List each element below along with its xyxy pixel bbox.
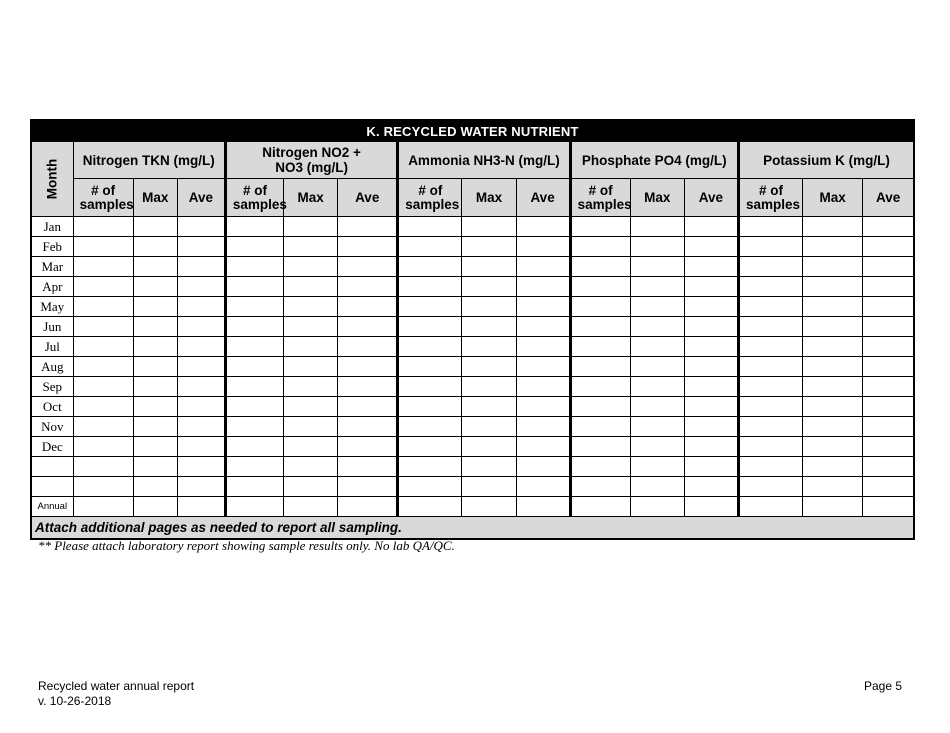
data-cell[interactable] — [863, 497, 914, 517]
data-cell[interactable] — [803, 277, 863, 297]
data-cell[interactable] — [738, 437, 802, 457]
table-row — [31, 417, 914, 437]
data-cell[interactable] — [225, 497, 283, 517]
month-column-header — [31, 142, 73, 217]
data-cell[interactable] — [225, 397, 283, 417]
data-cell[interactable] — [177, 357, 225, 377]
month-cell: Jan — [31, 217, 73, 237]
subheader-g4-c0: # of samples — [738, 179, 802, 217]
data-cell[interactable] — [684, 457, 738, 477]
data-cell[interactable] — [684, 277, 738, 297]
data-cell[interactable] — [225, 277, 283, 297]
data-cell[interactable] — [284, 317, 338, 337]
page-number: Page 5 — [864, 679, 903, 693]
data-cell[interactable] — [462, 477, 516, 497]
data-cell[interactable] — [398, 397, 462, 417]
data-cell[interactable] — [133, 297, 177, 317]
data-cell[interactable] — [863, 417, 914, 437]
data-cell[interactable] — [338, 357, 398, 377]
data-cell[interactable] — [803, 257, 863, 277]
data-cell[interactable] — [73, 277, 133, 297]
data-cell[interactable] — [177, 397, 225, 417]
data-cell[interactable] — [516, 217, 570, 237]
data-cell[interactable] — [398, 377, 462, 397]
data-cell[interactable] — [803, 317, 863, 337]
data-cell[interactable] — [133, 237, 177, 257]
data-cell[interactable] — [803, 357, 863, 377]
table-title: K. RECYCLED WATER NUTRIENT — [31, 120, 914, 142]
data-cell[interactable] — [684, 437, 738, 457]
data-cell[interactable] — [684, 497, 738, 517]
data-cell[interactable] — [177, 217, 225, 237]
report-name: Recycled water annual report — [38, 679, 195, 693]
data-cell[interactable] — [803, 377, 863, 397]
data-cell[interactable] — [225, 337, 283, 357]
data-cell[interactable] — [738, 497, 802, 517]
data-cell[interactable] — [225, 377, 283, 397]
data-cell[interactable] — [338, 297, 398, 317]
data-cell[interactable] — [177, 377, 225, 397]
data-cell[interactable] — [738, 297, 802, 317]
data-cell[interactable] — [225, 357, 283, 377]
data-cell[interactable] — [684, 477, 738, 497]
data-cell[interactable] — [338, 277, 398, 297]
data-cell[interactable] — [398, 437, 462, 457]
data-cell[interactable] — [803, 477, 863, 497]
data-cell[interactable] — [133, 377, 177, 397]
data-cell[interactable] — [284, 217, 338, 237]
data-cell[interactable] — [398, 277, 462, 297]
subheader-g3-c0: # of samples — [570, 179, 630, 217]
data-cell[interactable] — [284, 257, 338, 277]
subheader-g1-c1: Max — [284, 179, 338, 217]
version-label: v. 10-26-2018 — [38, 694, 112, 708]
data-cell[interactable] — [684, 417, 738, 437]
subheader-g3-c1: Max — [630, 179, 684, 217]
data-cell[interactable] — [516, 377, 570, 397]
data-cell[interactable] — [630, 217, 684, 237]
data-cell[interactable] — [630, 297, 684, 317]
table-row — [31, 337, 914, 357]
data-cell[interactable] — [462, 297, 516, 317]
data-cell[interactable] — [225, 217, 283, 237]
month-cell: Apr — [31, 277, 73, 297]
group-header-2: Ammonia NH3-N (mg/L) — [398, 142, 570, 179]
data-cell[interactable] — [570, 217, 630, 237]
data-cell[interactable] — [630, 477, 684, 497]
data-cell[interactable] — [570, 377, 630, 397]
data-cell[interactable] — [863, 297, 914, 317]
data-cell[interactable] — [225, 317, 283, 337]
data-cell[interactable] — [225, 457, 283, 477]
table-row — [31, 277, 914, 297]
table-row — [31, 357, 914, 377]
table-row — [31, 237, 914, 257]
data-cell[interactable] — [863, 457, 914, 477]
data-cell[interactable] — [177, 417, 225, 437]
data-cell[interactable] — [803, 297, 863, 317]
data-cell[interactable] — [177, 237, 225, 257]
data-cell[interactable] — [684, 337, 738, 357]
subheader-g2-c2: Ave — [516, 179, 570, 217]
data-cell[interactable] — [462, 257, 516, 277]
data-cell[interactable] — [462, 377, 516, 397]
data-cell[interactable] — [863, 337, 914, 357]
table-row — [31, 457, 914, 477]
data-cell[interactable] — [570, 337, 630, 357]
data-cell[interactable] — [462, 397, 516, 417]
data-cell[interactable] — [630, 277, 684, 297]
subheader-g1-c0: # of samples — [225, 179, 283, 217]
data-cell[interactable] — [73, 377, 133, 397]
data-cell[interactable] — [516, 417, 570, 437]
data-cell[interactable] — [284, 237, 338, 257]
data-cell[interactable] — [630, 397, 684, 417]
data-cell[interactable] — [738, 397, 802, 417]
data-cell[interactable] — [225, 257, 283, 277]
data-cell[interactable] — [73, 477, 133, 497]
data-cell[interactable] — [630, 417, 684, 437]
group-header-row — [31, 142, 914, 179]
data-cell[interactable] — [462, 337, 516, 357]
month-cell: Jul — [31, 337, 73, 357]
data-cell[interactable] — [738, 317, 802, 337]
data-cell[interactable] — [225, 297, 283, 317]
data-cell[interactable] — [738, 417, 802, 437]
data-cell[interactable] — [338, 437, 398, 457]
data-cell[interactable] — [630, 337, 684, 357]
month-cell: Mar — [31, 257, 73, 277]
subheader-g4-c1: Max — [803, 179, 863, 217]
table-row — [31, 437, 914, 457]
data-cell[interactable] — [462, 437, 516, 457]
data-cell[interactable] — [863, 477, 914, 497]
data-cell[interactable] — [516, 257, 570, 277]
data-cell[interactable] — [73, 337, 133, 357]
data-cell[interactable] — [630, 257, 684, 277]
data-cell[interactable] — [398, 317, 462, 337]
subheader-g3-c2: Ave — [684, 179, 738, 217]
data-cell[interactable] — [398, 417, 462, 437]
data-cell[interactable] — [630, 497, 684, 517]
data-cell[interactable] — [516, 317, 570, 337]
month-cell: Aug — [31, 357, 73, 377]
data-cell[interactable] — [133, 437, 177, 457]
data-cell[interactable] — [133, 457, 177, 477]
data-cell[interactable] — [398, 457, 462, 477]
data-cell[interactable] — [284, 497, 338, 517]
table-row — [31, 377, 914, 397]
data-cell[interactable] — [284, 297, 338, 317]
data-cell[interactable] — [570, 417, 630, 437]
data-cell[interactable] — [398, 497, 462, 517]
data-cell[interactable] — [863, 317, 914, 337]
data-cell[interactable] — [684, 237, 738, 257]
data-cell[interactable] — [516, 357, 570, 377]
data-cell[interactable] — [863, 237, 914, 257]
group-header-0: Nitrogen TKN (mg/L) — [73, 142, 225, 179]
data-cell[interactable] — [803, 457, 863, 477]
data-cell[interactable] — [133, 317, 177, 337]
data-cell[interactable] — [398, 477, 462, 497]
data-cell[interactable] — [338, 377, 398, 397]
data-cell[interactable] — [284, 277, 338, 297]
data-cell[interactable] — [863, 357, 914, 377]
data-cell[interactable] — [177, 277, 225, 297]
group-header-3: Phosphate PO4 (mg/L) — [570, 142, 738, 179]
data-cell[interactable] — [73, 417, 133, 437]
data-cell[interactable] — [462, 237, 516, 257]
data-cell[interactable] — [803, 237, 863, 257]
data-cell[interactable] — [338, 217, 398, 237]
data-cell[interactable] — [684, 317, 738, 337]
data-cell[interactable] — [338, 337, 398, 357]
data-cell[interactable] — [338, 397, 398, 417]
data-cell[interactable] — [630, 437, 684, 457]
data-cell[interactable] — [133, 497, 177, 517]
data-cell[interactable] — [177, 457, 225, 477]
subheader-g2-c0: # of samples — [398, 179, 462, 217]
data-cell[interactable] — [803, 217, 863, 237]
data-cell[interactable] — [738, 237, 802, 257]
data-cell[interactable] — [803, 437, 863, 457]
group-header-4: Potassium K (mg/L) — [738, 142, 914, 179]
data-cell[interactable] — [73, 457, 133, 477]
month-header-label: Month — [44, 158, 60, 200]
data-cell[interactable] — [684, 397, 738, 417]
data-cell[interactable] — [863, 437, 914, 457]
data-cell[interactable] — [73, 437, 133, 457]
data-cell[interactable] — [738, 277, 802, 297]
data-cell[interactable] — [630, 317, 684, 337]
data-cell[interactable] — [73, 237, 133, 257]
data-cell[interactable] — [284, 477, 338, 497]
data-cell[interactable] — [516, 457, 570, 477]
data-cell[interactable] — [177, 337, 225, 357]
data-cell[interactable] — [338, 417, 398, 437]
data-cell[interactable] — [863, 277, 914, 297]
data-cell[interactable] — [684, 377, 738, 397]
data-cell[interactable] — [133, 277, 177, 297]
data-cell[interactable] — [516, 277, 570, 297]
month-cell: Nov — [31, 417, 73, 437]
data-cell[interactable] — [570, 457, 630, 477]
data-cell[interactable] — [225, 237, 283, 257]
data-cell[interactable] — [462, 357, 516, 377]
data-cell[interactable] — [177, 257, 225, 277]
table-row — [31, 397, 914, 417]
data-cell[interactable] — [462, 497, 516, 517]
data-cell[interactable] — [570, 497, 630, 517]
group-header-1: Nitrogen NO2 + NO3 (mg/L) — [225, 142, 397, 179]
data-cell[interactable] — [863, 397, 914, 417]
data-cell[interactable] — [738, 337, 802, 357]
lab-report-note: ** Please attach laboratory report showing sample results only. No lab QA/QC. — [38, 538, 455, 553]
data-cell[interactable] — [630, 357, 684, 377]
data-cell[interactable] — [570, 237, 630, 257]
data-cell[interactable] — [133, 217, 177, 237]
nutrient-table — [30, 119, 915, 540]
table-row — [31, 257, 914, 277]
data-cell[interactable] — [570, 397, 630, 417]
data-cell[interactable] — [684, 297, 738, 317]
data-cell[interactable] — [738, 257, 802, 277]
data-cell[interactable] — [516, 477, 570, 497]
data-cell[interactable] — [225, 417, 283, 437]
data-cell[interactable] — [570, 437, 630, 457]
data-cell[interactable] — [462, 277, 516, 297]
data-cell[interactable] — [284, 357, 338, 377]
data-cell[interactable] — [516, 397, 570, 417]
data-cell[interactable] — [284, 337, 338, 357]
data-cell[interactable] — [738, 357, 802, 377]
data-cell[interactable] — [516, 497, 570, 517]
data-cell[interactable] — [398, 257, 462, 277]
month-cell: Annual — [31, 497, 73, 517]
data-cell[interactable] — [630, 377, 684, 397]
data-cell[interactable] — [177, 297, 225, 317]
data-cell[interactable] — [570, 477, 630, 497]
subheader-g4-c2: Ave — [863, 179, 914, 217]
data-cell[interactable] — [338, 237, 398, 257]
table-row — [31, 217, 914, 237]
data-cell[interactable] — [73, 317, 133, 337]
data-cell[interactable] — [284, 417, 338, 437]
data-cell[interactable] — [133, 257, 177, 277]
data-cell[interactable] — [803, 337, 863, 357]
data-cell[interactable] — [630, 457, 684, 477]
data-cell[interactable] — [684, 357, 738, 377]
data-cell[interactable] — [570, 257, 630, 277]
data-cell[interactable] — [338, 317, 398, 337]
data-cell[interactable] — [630, 237, 684, 257]
subheader-g1-c2: Ave — [338, 179, 398, 217]
data-cell[interactable] — [516, 237, 570, 257]
table-row — [31, 317, 914, 337]
data-cell[interactable] — [684, 257, 738, 277]
attach-pages-note: Attach additional pages as needed to report all sampling. — [31, 517, 914, 540]
table-row — [31, 497, 914, 517]
data-cell[interactable] — [863, 377, 914, 397]
subheader-row — [31, 179, 914, 217]
data-cell[interactable] — [398, 217, 462, 237]
data-cell[interactable] — [73, 297, 133, 317]
data-cell[interactable] — [803, 417, 863, 437]
data-cell[interactable] — [225, 437, 283, 457]
data-cell[interactable] — [177, 437, 225, 457]
table-row — [31, 297, 914, 317]
data-cell[interactable] — [570, 357, 630, 377]
month-cell: Feb — [31, 237, 73, 257]
data-cell[interactable] — [73, 497, 133, 517]
subheader-g0-c2: Ave — [177, 179, 225, 217]
data-cell[interactable] — [684, 217, 738, 237]
data-cell[interactable] — [284, 457, 338, 477]
data-cell[interactable] — [133, 357, 177, 377]
month-cell — [31, 457, 73, 477]
data-cell[interactable] — [803, 497, 863, 517]
data-cell[interactable] — [863, 217, 914, 237]
data-cell[interactable] — [570, 277, 630, 297]
data-cell[interactable] — [338, 497, 398, 517]
data-cell[interactable] — [73, 357, 133, 377]
data-cell[interactable] — [73, 397, 133, 417]
data-cell[interactable] — [738, 477, 802, 497]
table-body — [31, 217, 914, 517]
data-cell[interactable] — [738, 377, 802, 397]
data-cell[interactable] — [462, 417, 516, 437]
month-cell: Jun — [31, 317, 73, 337]
data-cell[interactable] — [177, 477, 225, 497]
data-cell[interactable] — [398, 297, 462, 317]
data-cell[interactable] — [803, 397, 863, 417]
data-cell[interactable] — [133, 417, 177, 437]
data-cell[interactable] — [225, 477, 283, 497]
data-cell[interactable] — [462, 457, 516, 477]
data-cell[interactable] — [338, 457, 398, 477]
subheader-g0-c0: # of samples — [73, 179, 133, 217]
data-cell[interactable] — [516, 297, 570, 317]
data-cell[interactable] — [462, 317, 516, 337]
data-cell[interactable] — [516, 337, 570, 357]
data-cell[interactable] — [398, 237, 462, 257]
data-cell[interactable] — [133, 337, 177, 357]
data-cell[interactable] — [570, 317, 630, 337]
data-cell[interactable] — [73, 217, 133, 237]
data-cell[interactable] — [73, 257, 133, 277]
month-cell: Sep — [31, 377, 73, 397]
month-cell — [31, 477, 73, 497]
month-cell: May — [31, 297, 73, 317]
data-cell[interactable] — [570, 297, 630, 317]
month-cell: Dec — [31, 437, 73, 457]
data-cell[interactable] — [284, 377, 338, 397]
data-cell[interactable] — [284, 397, 338, 417]
data-cell[interactable] — [462, 217, 516, 237]
data-cell[interactable] — [398, 357, 462, 377]
table-row — [31, 477, 914, 497]
data-cell[interactable] — [863, 257, 914, 277]
data-cell[interactable] — [338, 257, 398, 277]
data-cell[interactable] — [738, 217, 802, 237]
data-cell[interactable] — [516, 437, 570, 457]
data-cell[interactable] — [284, 437, 338, 457]
data-cell[interactable] — [177, 317, 225, 337]
data-cell[interactable] — [398, 337, 462, 357]
data-cell[interactable] — [738, 457, 802, 477]
data-cell[interactable] — [133, 477, 177, 497]
subheader-g2-c1: Max — [462, 179, 516, 217]
data-cell[interactable] — [133, 397, 177, 417]
subheader-g0-c1: Max — [133, 179, 177, 217]
data-cell[interactable] — [177, 497, 225, 517]
month-cell: Oct — [31, 397, 73, 417]
data-cell[interactable] — [338, 477, 398, 497]
